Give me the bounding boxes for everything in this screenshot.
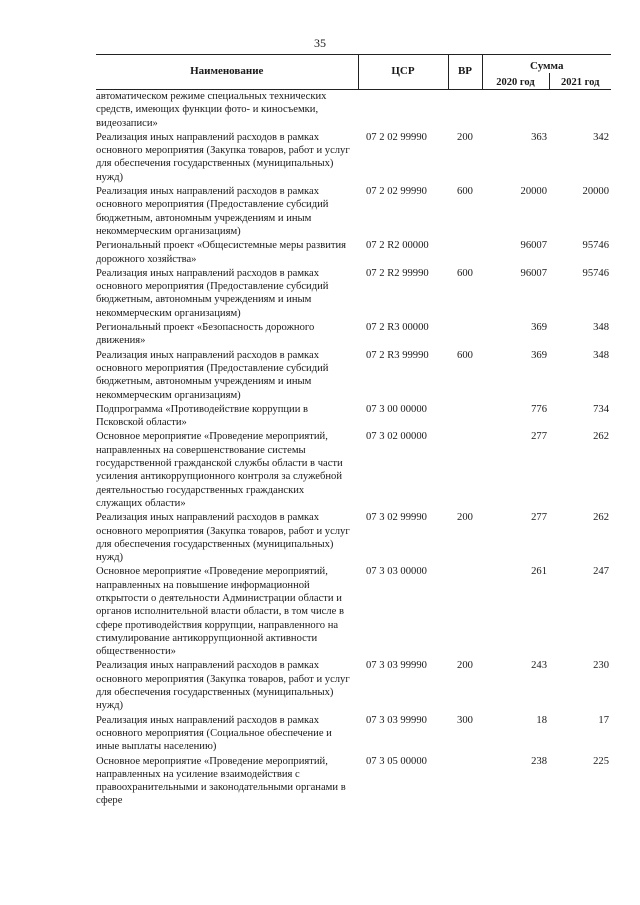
row-sum-2020: 18	[536, 714, 547, 726]
row-vr	[448, 239, 482, 267]
row-sum-2020: 20000	[520, 186, 547, 198]
row-sum-2021: 348	[593, 349, 609, 361]
row-csr: 07 2 02 99990	[366, 131, 427, 143]
table-row	[96, 430, 611, 511]
table-header-row	[96, 55, 611, 74]
header-name: Наименование	[96, 55, 358, 90]
table-row	[96, 321, 611, 349]
table-row	[96, 349, 611, 403]
header-vr: ВР	[448, 55, 482, 90]
row-sum-2020: 369	[531, 349, 547, 361]
row-sum-2020: 363	[531, 131, 547, 143]
row-sum-2021: 348	[593, 322, 609, 334]
table-row	[96, 755, 611, 809]
row-sum-2020: 277	[531, 512, 547, 524]
row-sum-2020: 243	[531, 660, 547, 672]
table-row	[96, 267, 611, 321]
row-vr	[448, 90, 482, 131]
row-sum-2021	[549, 90, 611, 131]
row-csr	[358, 90, 448, 131]
row-name: Реализация иных направлений расходов в рамках основного мероприятия (Предоставление субсидий бюджетным, автономным учреждениям и иным некоммерческим организациям)	[96, 186, 329, 237]
row-sum-2021: 230	[593, 660, 609, 672]
row-vr	[448, 755, 482, 809]
row-csr: 07 3 02 99990	[366, 512, 427, 524]
row-vr	[448, 430, 482, 511]
row-sum-2020	[482, 90, 549, 131]
row-vr: 300	[457, 714, 473, 726]
row-sum-2021: 247	[593, 566, 609, 578]
row-vr: 200	[457, 660, 473, 672]
row-csr: 07 3 03 99990	[366, 660, 427, 672]
row-sum-2020: 238	[531, 755, 547, 767]
row-sum-2020: 776	[531, 403, 547, 415]
table-row	[96, 511, 611, 565]
row-name: Реализация иных направлений расходов в рамках основного мероприятия (Закупка товаров, работ и услуг для обеспечения государственных (муниципальных) нужд)	[96, 660, 350, 712]
row-vr	[448, 565, 482, 659]
row-csr: 07 2 R2 99990	[366, 267, 429, 279]
row-vr: 200	[457, 131, 473, 143]
row-sum-2021: 20000	[582, 186, 609, 198]
budget-table	[96, 54, 611, 809]
header-year-2020: 2020 год	[482, 73, 549, 90]
row-name: Основное мероприятие «Проведение мероприятий, направленных на повышение информационной открытости о деятельности Администрации области и органов исполнительной власти области, в том числе в сфере противодействия коррупции, направленного на стимулирование антикоррупционной активности общественности»	[96, 566, 344, 658]
row-sum-2021: 225	[593, 755, 609, 767]
header-csr: ЦСР	[358, 55, 448, 90]
header-year-2021: 2021 год	[549, 73, 611, 90]
row-csr: 07 3 00 00000	[366, 403, 427, 415]
row-csr: 07 3 05 00000	[366, 755, 427, 767]
row-csr: 07 2 02 99990	[366, 186, 427, 198]
row-vr: 600	[457, 186, 473, 198]
table-row	[96, 565, 611, 659]
row-sum-2020: 96007	[520, 240, 547, 252]
row-sum-2020: 369	[531, 322, 547, 334]
row-csr: 07 2 R3 99990	[366, 349, 429, 361]
table-row	[96, 131, 611, 185]
page-number: 35	[314, 36, 326, 50]
row-sum-2020: 96007	[520, 267, 547, 279]
row-sum-2021: 95746	[582, 240, 609, 252]
row-sum-2020: 277	[531, 431, 547, 443]
table-body	[96, 90, 611, 809]
row-name: Реализация иных направлений расходов в рамках основного мероприятия (Закупка товаров, работ и услуг для обеспечения государственных (муниципальных) нужд)	[96, 131, 350, 183]
row-sum-2020: 261	[531, 566, 547, 578]
row-name: Подпрограмма «Противодействие коррупции в Псковской области»	[96, 403, 309, 429]
row-name: Основное мероприятие «Проведение мероприятий, направленных на усиление взаимодействия с правоохранительными и законодательными органами в сфере	[96, 755, 346, 807]
row-sum-2021: 95746	[582, 267, 609, 279]
row-csr: 07 3 03 99990	[366, 714, 427, 726]
table-row	[96, 185, 611, 239]
row-vr: 600	[457, 349, 473, 361]
row-vr: 600	[457, 267, 473, 279]
table-row	[96, 239, 611, 267]
row-sum-2021: 262	[593, 431, 609, 443]
table-row	[96, 90, 611, 131]
row-name: Основное мероприятие «Проведение мероприятий, направленных на совершенствование системы государственной гражданской службы области в части усиления антикоррупционного контроля за служебной деятельностью государственных гражданских служащих области»	[96, 431, 343, 509]
row-vr: 200	[457, 512, 473, 524]
row-name: Реализация иных направлений расходов в рамках основного мероприятия (Социальное обеспечение и иные выплаты населению)	[96, 714, 332, 753]
row-name: Региональный проект «Общесистемные меры развития дорожного хозяйства»	[96, 240, 347, 265]
row-csr: 07 3 03 00000	[366, 566, 427, 578]
row-name: автоматическом режиме специальных технических средств, имеющих функции фото- и киносъемки, видеозаписи»	[96, 91, 327, 129]
row-csr: 07 2 R3 00000	[366, 322, 429, 334]
row-name: Реализация иных направлений расходов в рамках основного мероприятия (Предоставление субсидий бюджетным, автономным учреждениям и иным некоммерческим организациям)	[96, 267, 329, 319]
header-sum: Сумма	[482, 55, 611, 74]
row-sum-2021: 262	[593, 512, 609, 524]
row-name: Реализация иных направлений расходов в рамках основного мероприятия (Предоставление субсидий бюджетным, автономным учреждениям и иным некоммерческим организациям)	[96, 349, 329, 401]
table-row	[96, 403, 611, 431]
row-vr	[448, 403, 482, 431]
row-sum-2021: 342	[593, 131, 609, 143]
row-sum-2021: 734	[593, 403, 609, 415]
row-vr	[448, 321, 482, 349]
row-csr: 07 2 R2 00000	[366, 240, 429, 252]
table-row	[96, 659, 611, 713]
table-row	[96, 714, 611, 755]
row-csr: 07 3 02 00000	[366, 431, 427, 443]
row-name: Реализация иных направлений расходов в рамках основного мероприятия (Закупка товаров, работ и услуг для обеспечения государственных (муниципальных) нужд)	[96, 512, 350, 564]
row-name: Региональный проект «Безопасность дорожного движения»	[96, 322, 315, 347]
row-sum-2021: 17	[598, 714, 609, 726]
